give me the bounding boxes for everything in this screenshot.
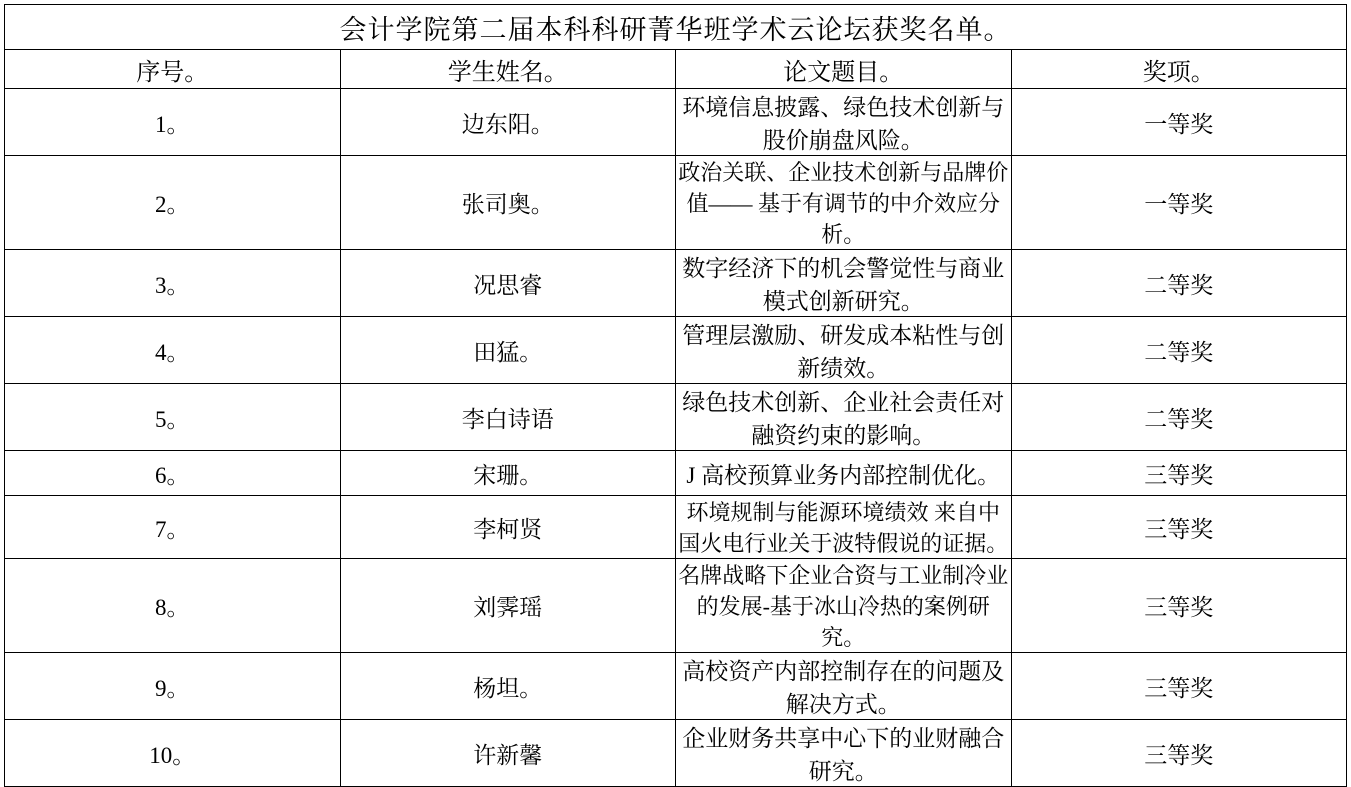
cell-paper: 环境规制与能源环境绩效 来自中国火电行业关于波特假说的证据。: [676, 496, 1012, 559]
page-title: 会计学院第二届本科科研菁华班学术云论坛获奖名单。: [5, 5, 1347, 50]
cell-paper: J 高校预算业务内部控制优化。: [676, 451, 1012, 496]
cell-name: 边东阳。: [340, 89, 676, 156]
table-row: [5, 250, 1347, 317]
table-row: [5, 89, 1347, 156]
cell-prize: 一等奖: [1011, 89, 1347, 156]
table-row: [5, 496, 1347, 559]
table-row: [5, 559, 1347, 653]
column-header-prize: 奖项。: [1011, 50, 1347, 89]
cell-name: 张司奥。: [340, 156, 676, 250]
cell-no: 9。: [5, 653, 341, 720]
cell-prize: 三等奖: [1011, 451, 1347, 496]
table-row: [5, 720, 1347, 787]
cell-no: 5。: [5, 384, 341, 451]
table-row: [5, 653, 1347, 720]
cell-paper: 绿色技术创新、企业社会责任对融资约束的影响。: [676, 384, 1012, 451]
cell-no: 8。: [5, 559, 341, 653]
column-header-name: 学生姓名。: [340, 50, 676, 89]
cell-no: 7。: [5, 496, 341, 559]
cell-no: 3。: [5, 250, 341, 317]
cell-prize: 二等奖: [1011, 317, 1347, 384]
cell-name: 李白诗语: [340, 384, 676, 451]
cell-no: 4。: [5, 317, 341, 384]
table-row: [5, 451, 1347, 496]
cell-prize: 二等奖: [1011, 250, 1347, 317]
cell-paper: 高校资产内部控制存在的问题及解决方式。: [676, 653, 1012, 720]
table-header-row: [5, 50, 1347, 89]
cell-prize: 三等奖: [1011, 559, 1347, 653]
cell-name: 许新馨: [340, 720, 676, 787]
cell-prize: 一等奖: [1011, 156, 1347, 250]
table-row: [5, 156, 1347, 250]
cell-paper: 名牌战略下企业合资与工业制冷业的发展-基于冰山冷热的案例研究。: [676, 559, 1012, 653]
column-header-paper: 论文题目。: [676, 50, 1012, 89]
cell-no: 2。: [5, 156, 341, 250]
cell-paper: 政治关联、企业技术创新与品牌价值—— 基于有调节的中介效应分析。: [676, 156, 1012, 250]
cell-paper: 管理层激励、研发成本粘性与创新绩效。: [676, 317, 1012, 384]
cell-paper: 环境信息披露、绿色技术创新与股价崩盘风险。: [676, 89, 1012, 156]
cell-prize: 三等奖: [1011, 496, 1347, 559]
cell-paper: 企业财务共享中心下的业财融合研究。: [676, 720, 1012, 787]
table-title-row: [5, 5, 1347, 50]
award-list-table: [4, 4, 1347, 787]
cell-name: 杨坦。: [340, 653, 676, 720]
table-row: [5, 384, 1347, 451]
cell-name: 田猛。: [340, 317, 676, 384]
cell-name: 况思睿: [340, 250, 676, 317]
cell-name: 刘霁瑶: [340, 559, 676, 653]
cell-no: 1。: [5, 89, 341, 156]
table-row: [5, 317, 1347, 384]
cell-name: 李柯贤: [340, 496, 676, 559]
cell-prize: 三等奖: [1011, 720, 1347, 787]
column-header-no: 序号。: [5, 50, 341, 89]
cell-name: 宋珊。: [340, 451, 676, 496]
cell-prize: 二等奖: [1011, 384, 1347, 451]
cell-paper: 数字经济下的机会警觉性与商业模式创新研究。: [676, 250, 1012, 317]
cell-prize: 三等奖: [1011, 653, 1347, 720]
cell-no: 10。: [5, 720, 341, 787]
cell-no: 6。: [5, 451, 341, 496]
